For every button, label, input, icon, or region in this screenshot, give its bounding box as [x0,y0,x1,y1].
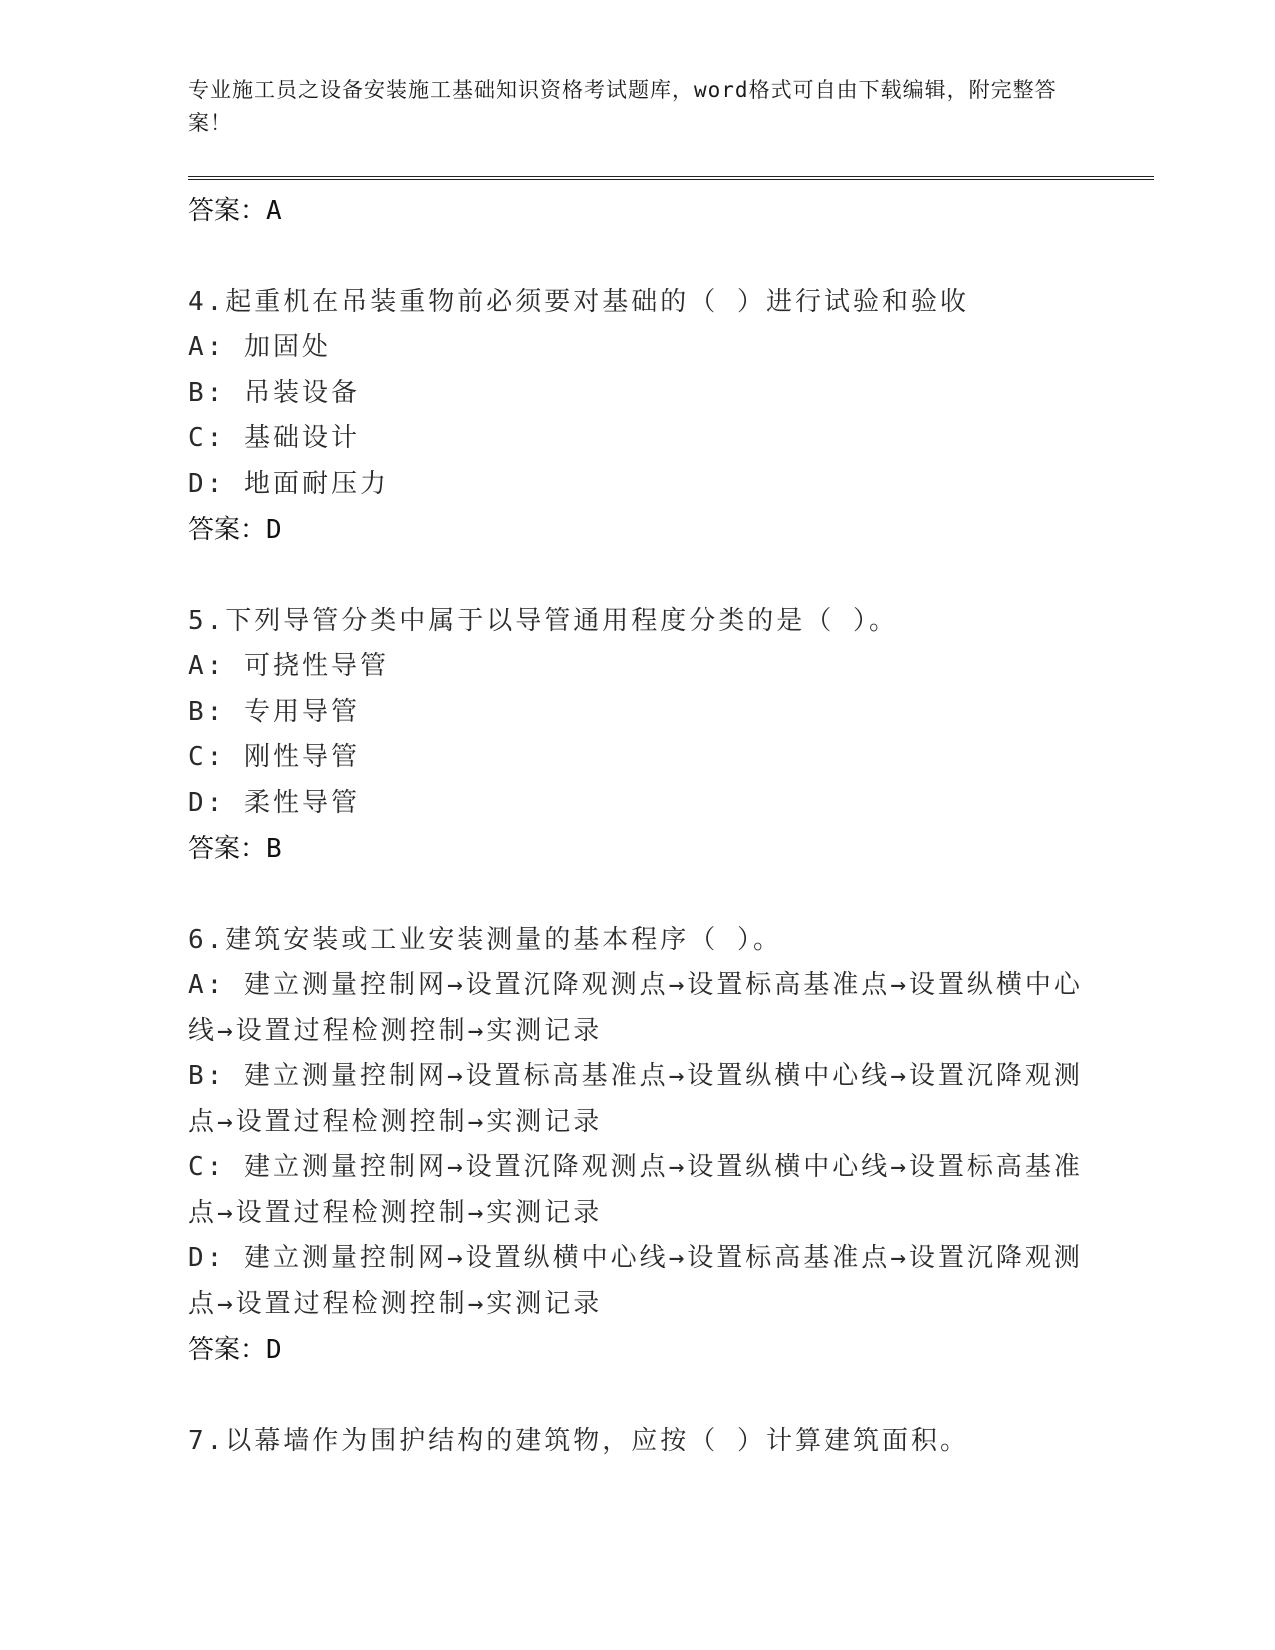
option-4c: C: 基础设计 [188,423,360,453]
question-text-5: 5.下列导管分类中属于以导管通用程度分类的是（ ）。 [188,606,898,636]
question-block-7 [188,1418,1088,1464]
option-6a: A: 建立测量控制网→设置沉降观测点→设置标高基准点→设置纵横中心线→设置过程检测控制→实测记录 [188,970,1083,1046]
option-6d: D: 建立测量控制网→设置纵横中心线→设置标高基准点→设置沉降观测点→设置过程检测控制→实测记录 [188,1243,1083,1319]
answer-label: 答案： [188,515,267,545]
option-6b: B: 建立测量控制网→设置标高基准点→设置纵横中心线→设置沉降观测点→设置过程检测控制→实测记录 [188,1061,1083,1137]
answer-label: 答案： [188,1335,267,1365]
spacer [188,1373,1088,1418]
answer-label: 答案： [188,196,267,226]
option-5c: C: 刚性导管 [188,742,360,772]
header-divider [188,176,1154,180]
option-4d: D: 地面耐压力 [188,468,389,499]
option-5b: B: 专用导管 [188,696,360,727]
answer-value: D [266,1335,282,1365]
question-text-4: 4.起重机在吊装重物前必须要对基础的（ ）进行试验和验收 [188,287,969,317]
option-4a: A: 加固处 [188,332,331,362]
answer-line-prev [188,188,1088,234]
spacer [188,234,1088,279]
option-5a: A: 可挠性导管 [188,651,389,681]
spacer [188,872,1088,917]
document-header [188,74,1068,140]
question-block-4 [188,279,1088,553]
answer-value: A [266,196,282,226]
answer-value: D [266,515,282,545]
answer-label: 答案： [188,834,267,864]
question-block-5 [188,598,1088,872]
header-text: 专业施工员之设备安装施工基础知识资格考试题库，word格式可自由下载编辑，附完整答案！ [188,78,1057,135]
answer-line-6 [188,1327,1088,1373]
spacer [188,553,1088,598]
option-5d: D: 柔性导管 [188,787,360,818]
question-block-6 [188,917,1088,1373]
answer-value: B [266,834,282,864]
option-6c: C: 建立测量控制网→设置沉降观测点→设置纵横中心线→设置标高基准点→设置过程检测控制→实测记录 [188,1152,1083,1228]
answer-line-5 [188,826,1088,872]
option-4b: B: 吊装设备 [188,377,360,408]
question-text-7: 7.以幕墙作为围护结构的建筑物，应按（ ）计算建筑面积。 [188,1426,969,1456]
question-text-6: 6.建筑安装或工业安装测量的基本程序（ ）。 [188,925,782,955]
answer-line-4 [188,507,1088,553]
document-body [188,188,1088,1464]
